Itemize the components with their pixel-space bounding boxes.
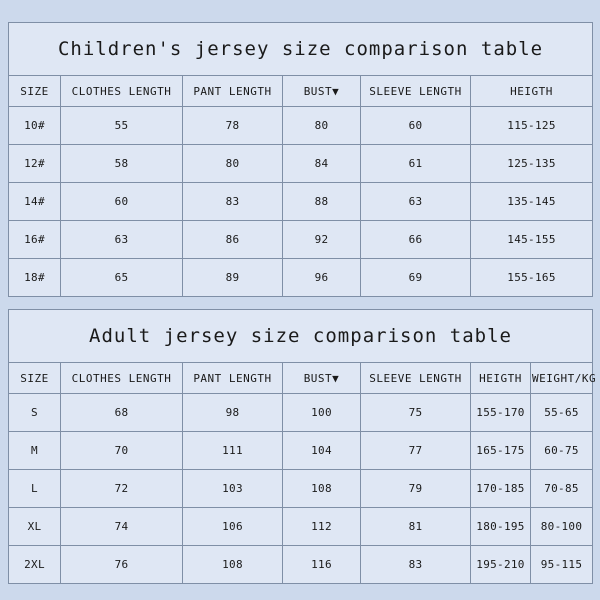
children-cell-height: 155-165 [471, 259, 593, 297]
children-header-height: HEIGTH [471, 76, 593, 107]
children-cell-size: 14# [9, 183, 61, 221]
adult-size-table [8, 309, 597, 584]
children-cell-bust: 84 [283, 145, 361, 183]
adult-cell-pant-length: 98 [183, 394, 283, 432]
adult-cell-pant-length: 108 [183, 546, 283, 584]
adult-cell-height: 180-195 [471, 508, 531, 546]
adult-cell-pant-length: 103 [183, 470, 283, 508]
adult-cell-size: S [9, 394, 61, 432]
adult-table-header-row [9, 363, 593, 394]
adult-cell-clothes-length: 76 [61, 546, 183, 584]
adult-cell-sleeve-length: 77 [361, 432, 471, 470]
children-table-title: Children's jersey size comparison table [9, 23, 593, 76]
adult-cell-size: 2XL [9, 546, 61, 584]
children-header-pant-length: PANT LENGTH [183, 76, 283, 107]
children-cell-pant-length: 78 [183, 107, 283, 145]
children-cell-sleeve-length: 61 [361, 145, 471, 183]
children-table-header-row [9, 76, 593, 107]
children-cell-clothes-length: 55 [61, 107, 183, 145]
adult-cell-size: M [9, 432, 61, 470]
adult-cell-bust: 116 [283, 546, 361, 584]
children-cell-bust: 96 [283, 259, 361, 297]
adult-cell-clothes-length: 74 [61, 508, 183, 546]
table-row [9, 221, 593, 259]
adult-cell-bust: 100 [283, 394, 361, 432]
adult-cell-pant-length: 111 [183, 432, 283, 470]
children-cell-size: 16# [9, 221, 61, 259]
children-cell-height: 135-145 [471, 183, 593, 221]
children-cell-clothes-length: 58 [61, 145, 183, 183]
adult-table-title-row [9, 310, 593, 363]
adult-cell-sleeve-length: 81 [361, 508, 471, 546]
children-cell-pant-length: 83 [183, 183, 283, 221]
adult-cell-weight: 70-85 [531, 470, 593, 508]
table-row [9, 394, 593, 432]
adult-table-title: Adult jersey size comparison table [9, 310, 593, 363]
adult-cell-sleeve-length: 75 [361, 394, 471, 432]
adult-header-clothes-length: CLOTHES LENGTH [61, 363, 183, 394]
adult-cell-weight: 55-65 [531, 394, 593, 432]
table-row [9, 432, 593, 470]
table-row [9, 183, 593, 221]
adult-cell-height: 165-175 [471, 432, 531, 470]
adult-cell-size: L [9, 470, 61, 508]
table-row [9, 470, 593, 508]
children-cell-pant-length: 89 [183, 259, 283, 297]
adult-cell-sleeve-length: 83 [361, 546, 471, 584]
children-cell-bust: 88 [283, 183, 361, 221]
adult-cell-clothes-length: 72 [61, 470, 183, 508]
children-size-table [8, 22, 593, 297]
adult-cell-clothes-length: 70 [61, 432, 183, 470]
children-header-sleeve-length: SLEEVE LENGTH [361, 76, 471, 107]
adult-cell-sleeve-length: 79 [361, 470, 471, 508]
children-header-bust: BUST▼ [283, 76, 361, 107]
adult-cell-weight: 95-115 [531, 546, 593, 584]
adult-header-weight: WEIGHT/KG [531, 363, 593, 394]
table-row [9, 107, 593, 145]
adult-cell-bust: 104 [283, 432, 361, 470]
adult-cell-height: 195-210 [471, 546, 531, 584]
children-cell-sleeve-length: 60 [361, 107, 471, 145]
children-cell-height: 125-135 [471, 145, 593, 183]
children-cell-height: 115-125 [471, 107, 593, 145]
table-row [9, 145, 593, 183]
adult-cell-weight: 80-100 [531, 508, 593, 546]
adult-cell-size: XL [9, 508, 61, 546]
adult-cell-bust: 108 [283, 470, 361, 508]
children-cell-clothes-length: 63 [61, 221, 183, 259]
adult-header-size: SIZE [9, 363, 61, 394]
children-cell-bust: 80 [283, 107, 361, 145]
children-cell-sleeve-length: 69 [361, 259, 471, 297]
children-cell-sleeve-length: 66 [361, 221, 471, 259]
adult-header-height: HEIGTH [471, 363, 531, 394]
children-header-clothes-length: CLOTHES LENGTH [61, 76, 183, 107]
children-cell-clothes-length: 65 [61, 259, 183, 297]
children-cell-sleeve-length: 63 [361, 183, 471, 221]
adult-cell-weight: 60-75 [531, 432, 593, 470]
table-spacer [8, 297, 592, 309]
children-cell-size: 10# [9, 107, 61, 145]
adult-cell-bust: 112 [283, 508, 361, 546]
children-cell-size: 18# [9, 259, 61, 297]
children-cell-bust: 92 [283, 221, 361, 259]
table-row [9, 508, 593, 546]
children-cell-pant-length: 86 [183, 221, 283, 259]
children-cell-size: 12# [9, 145, 61, 183]
adult-cell-clothes-length: 68 [61, 394, 183, 432]
adult-header-sleeve-length: SLEEVE LENGTH [361, 363, 471, 394]
children-cell-pant-length: 80 [183, 145, 283, 183]
children-cell-clothes-length: 60 [61, 183, 183, 221]
adult-header-bust: BUST▼ [283, 363, 361, 394]
adult-header-pant-length: PANT LENGTH [183, 363, 283, 394]
children-cell-height: 145-155 [471, 221, 593, 259]
adult-cell-height: 170-185 [471, 470, 531, 508]
table-row [9, 546, 593, 584]
adult-cell-height: 155-170 [471, 394, 531, 432]
children-header-size: SIZE [9, 76, 61, 107]
table-row [9, 259, 593, 297]
children-table-title-row [9, 23, 593, 76]
adult-cell-pant-length: 106 [183, 508, 283, 546]
